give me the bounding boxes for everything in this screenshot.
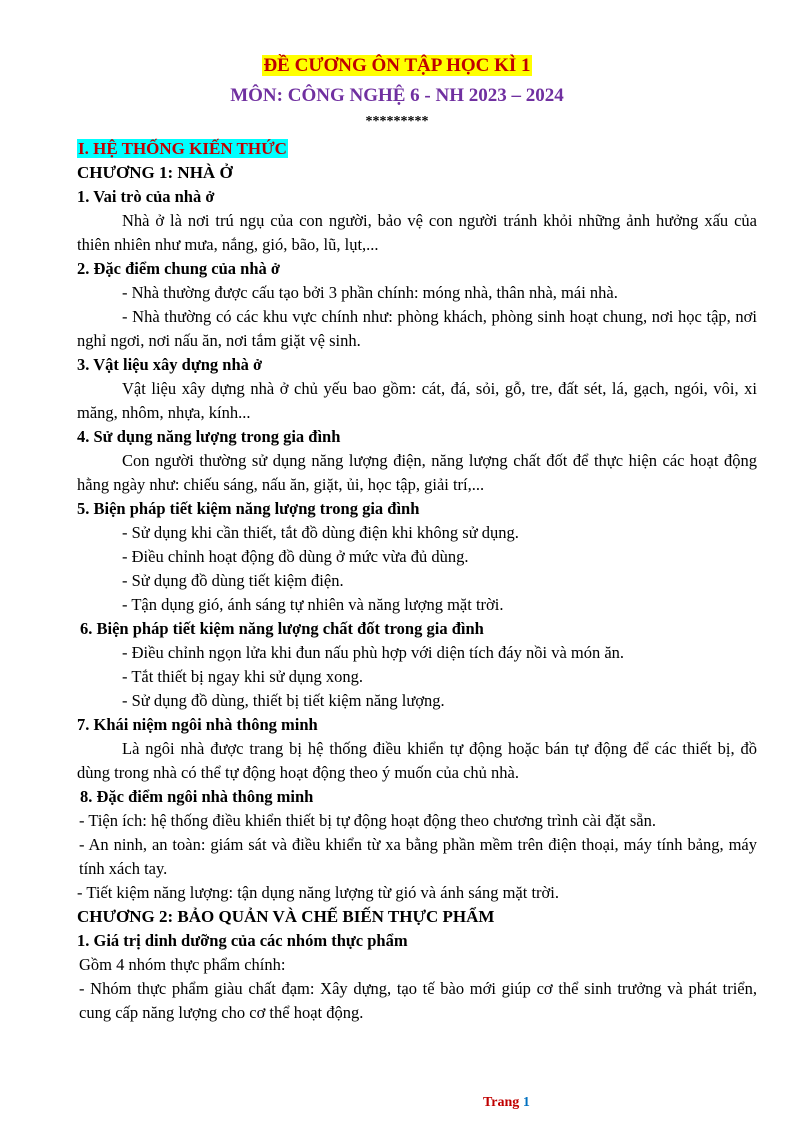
document-subtitle: MÔN: CÔNG NGHỆ 6 - NH 2023 – 2024 — [230, 85, 564, 106]
ch1-s7-heading: 7. Khái niệm ngôi nhà thông minh — [77, 715, 318, 734]
ch1-s1-heading: 1. Vai trò của nhà ở — [77, 187, 215, 206]
page-label: Trang — [483, 1095, 520, 1110]
ch2-s1-heading: 1. Giá trị dinh dưỡng của các nhóm thực phẩm — [77, 931, 408, 950]
page-footer — [483, 1095, 530, 1111]
ch1-s8-heading: 8. Đặc điểm ngôi nhà thông minh — [80, 787, 314, 806]
document-title-text: ĐỀ CƯƠNG ÔN TẬP HỌC KÌ 1 — [263, 55, 531, 76]
ch1-s8-item: - Tiện ích: hệ thống điều khiển thiết bị tự động hoạt động theo chương trình cài đặt sẵn. — [79, 811, 656, 830]
section-heading — [77, 137, 757, 161]
ch1-s5-item: - Sử dụng đồ dùng tiết kiệm điện. — [122, 571, 344, 590]
section-heading-text: I. HỆ THỐNG KIẾN THỨC — [78, 139, 287, 158]
ch1-s7-text: Là ngôi nhà được trang bị hệ thống điều khiển tự động hoặc bán tự động để các thiết bị, đồ dùng trong nhà có thể tự động hoạt động theo ý muốn của chủ nhà. — [77, 739, 757, 782]
ch1-s1-text: Nhà ở là nơi trú ngụ của con người, bảo vệ con người tránh khỏi những ảnh hưởng xấu của thiên nhiên như mưa, nắng, gió, bão, lũ, lụt,... — [77, 211, 757, 254]
document-title — [0, 55, 794, 77]
ch1-s8-item: - An ninh, an toàn: giám sát và điều khiển từ xa bằng phần mềm trên điện thoại, máy tính bảng, máy tính xách tay. — [79, 835, 757, 878]
ch1-s8-item: - Tiết kiệm năng lượng: tận dụng năng lượng từ gió và ánh sáng mặt trời. — [77, 883, 559, 902]
ch1-s2-item: - Nhà thường có các khu vực chính như: phòng khách, phòng sinh hoạt chung, nơi học tập, nơi nghỉ ngơi, nơi nấu ăn, nơi tắm giặt vệ sinh. — [77, 307, 757, 350]
ch2-s1-item: - Nhóm thực phẩm giàu chất đạm: Xây dựng, tạo tế bào mới giúp cơ thể sinh trưởng và phát triển, cung cấp năng lượng cho cơ thể hoạt động. — [79, 979, 757, 1022]
ch1-s3-heading: 3. Vật liệu xây dựng nhà ở — [77, 355, 263, 374]
ch1-s5-item: - Tận dụng gió, ánh sáng tự nhiên và năng lượng mặt trời. — [122, 595, 504, 614]
ch1-s5-item: - Điều chỉnh hoạt động đồ dùng ở mức vừa đủ dùng. — [122, 547, 469, 566]
chapter2-title: CHƯƠNG 2: BẢO QUẢN VÀ CHẾ BIẾN THỰC PHẨM — [77, 907, 495, 926]
ch1-s4-heading: 4. Sử dụng năng lượng trong gia đình — [77, 427, 341, 446]
ch1-s4-text: Con người thường sử dụng năng lượng điện, năng lượng chất đốt để thực hiện các hoạt động hằng ngày như: chiếu sáng, nấu ăn, giặt, ủi, học tập, giải trí,... — [77, 451, 757, 494]
ch1-s6-item: - Tắt thiết bị ngay khi sử dụng xong. — [122, 667, 363, 686]
ch1-s6-item: - Điều chỉnh ngọn lửa khi đun nấu phù hợp với diện tích đáy nồi và món ăn. — [122, 643, 625, 662]
chapter1-title: CHƯƠNG 1: NHÀ Ở — [77, 163, 233, 182]
ch1-s3-text: Vật liệu xây dựng nhà ở chủ yếu bao gồm: cát, đá, sỏi, gỗ, tre, đất sét, lá, gạch, ngói, vôi, xi măng, nhôm, nhựa, kính... — [77, 379, 757, 422]
ch1-s5-item: - Sử dụng khi cần thiết, tắt đồ dùng điện khi không sử dụng. — [122, 523, 519, 542]
ch1-s2-heading: 2. Đặc điểm chung của nhà ở — [77, 259, 281, 278]
ch2-s1-intro: Gồm 4 nhóm thực phẩm chính: — [79, 955, 286, 974]
ch1-s6-heading: 6. Biện pháp tiết kiệm năng lượng chất đốt trong gia đình — [80, 619, 484, 638]
title-separator: ********* — [365, 114, 429, 129]
page-number: 1 — [522, 1095, 530, 1110]
ch1-s2-item: - Nhà thường được cấu tạo bởi 3 phần chính: móng nhà, thân nhà, mái nhà. — [122, 283, 618, 302]
document-body — [77, 137, 757, 1025]
ch1-s5-heading: 5. Biện pháp tiết kiệm năng lượng trong gia đình — [77, 499, 420, 518]
ch1-s6-item: - Sử dụng đồ dùng, thiết bị tiết kiệm năng lượng. — [122, 691, 445, 710]
